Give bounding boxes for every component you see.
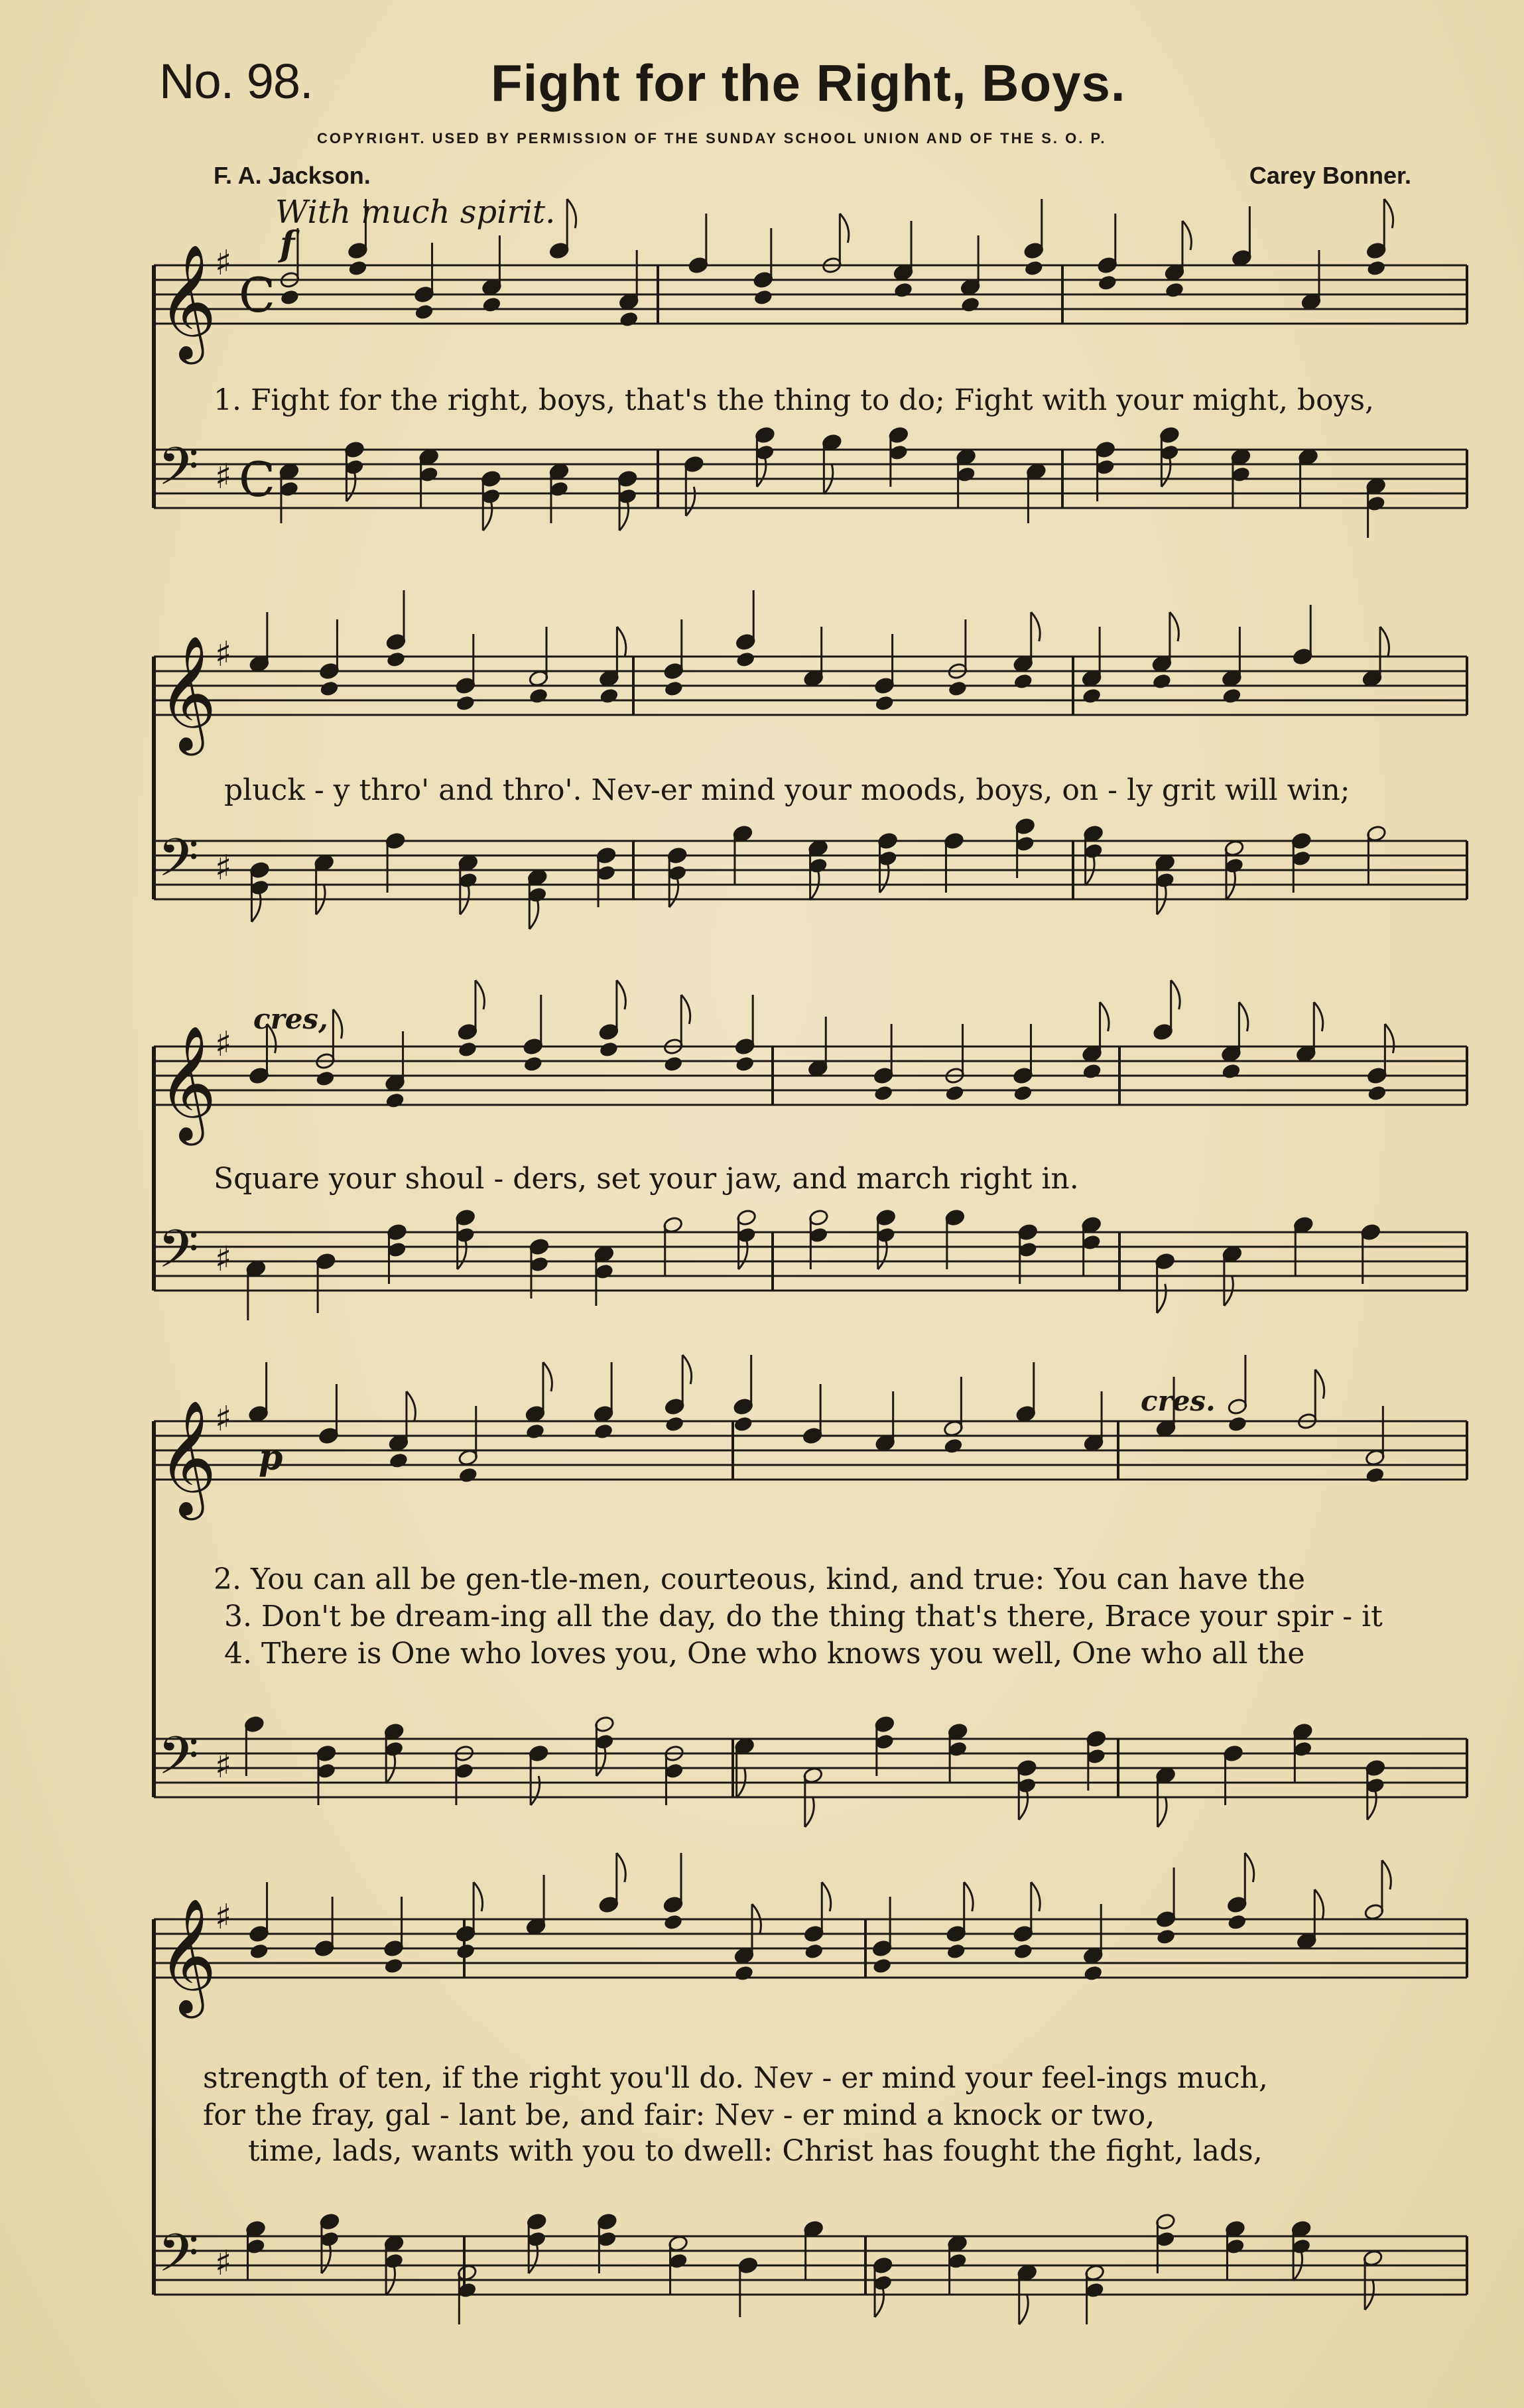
note-flag [407, 1391, 416, 1421]
bass-clef-icon: 𝄢 [158, 827, 199, 901]
note-flag [1182, 221, 1192, 250]
note-flag [1161, 458, 1171, 487]
note-flag [1385, 1024, 1394, 1053]
note-flag [1158, 1798, 1167, 1827]
note-flag [1157, 1284, 1167, 1313]
notehead [753, 288, 773, 306]
notehead [1023, 259, 1044, 277]
notehead [663, 1055, 684, 1073]
notehead [525, 1423, 545, 1440]
note-flag [322, 2244, 331, 2273]
notehead [1222, 687, 1242, 705]
note-flag [1315, 1369, 1324, 1399]
note-flag [686, 487, 695, 516]
note-flag [458, 1240, 467, 1269]
notehead [315, 1070, 336, 1088]
notehead [599, 687, 619, 705]
note-flag [1019, 2295, 1029, 2324]
notehead [523, 1055, 543, 1073]
note-flag [567, 199, 576, 228]
lyric-line-5c: time, lads, wants with you to dwell: Christ has fought the fight, lads, [248, 2134, 1263, 2168]
note-flag [682, 1355, 692, 1384]
note-flag [543, 1362, 552, 1391]
notehead [598, 1041, 619, 1058]
note-flag [596, 1747, 605, 1776]
notehead [455, 694, 476, 712]
notehead [1151, 672, 1172, 690]
lyric-line-verse4: 4. There is One who loves you, One who knows you well, One who all the [224, 1637, 1305, 1671]
bass-clef-icon: 𝄢 [158, 1725, 199, 1799]
lyric-line-verse3: 3. Don't be dream-ing all the day, do the thing that's there, Brace your spir - it [224, 1600, 1383, 1633]
notehead [1082, 1062, 1102, 1080]
note-flag [346, 472, 355, 501]
sharp-key-signature-icon: ♯ [215, 1746, 232, 1786]
notehead [943, 1437, 964, 1455]
note-flag [739, 1240, 748, 1269]
lyricist-credit: F. A. Jackson. [214, 162, 371, 189]
notehead [1082, 687, 1102, 705]
sharp-key-signature-icon: ♯ [215, 848, 232, 888]
hymn-number: No. 98. [159, 54, 313, 109]
note-flag [1380, 627, 1389, 656]
notehead [279, 288, 300, 306]
note-flag [681, 995, 690, 1024]
dynamic-forte: f [280, 224, 295, 265]
sharp-key-signature-icon: ♯ [215, 1025, 232, 1064]
notehead [619, 310, 639, 328]
sharp-key-signature-icon: ♯ [215, 243, 232, 283]
lyric-line-5a: strength of ten, if the right you'll do. Nev - er mind your feel-ings much, [203, 2061, 1268, 2095]
note-flag [964, 1882, 974, 1911]
note-flag [1384, 199, 1393, 228]
notehead [893, 281, 914, 299]
note-flag [529, 2244, 538, 2273]
composer-credit: Carey Bonner. [1249, 162, 1411, 189]
note-flag [1367, 1791, 1377, 1820]
lyric-line-2: pluck - y thro' and thro'. Nev-er mind your moods, boys, on - ly grit will win; [224, 773, 1350, 807]
note-flag [1100, 1002, 1110, 1031]
treble-clef-icon: 𝄞 [158, 635, 217, 751]
note-flag [476, 980, 485, 1009]
notehead [944, 1084, 965, 1102]
sharp-key-signature-icon: ♯ [215, 635, 232, 674]
note-flag [333, 1009, 342, 1039]
notehead [319, 680, 340, 698]
notehead [1013, 672, 1033, 690]
notehead [1165, 281, 1185, 299]
notehead [385, 1092, 405, 1109]
note-flag [251, 893, 261, 922]
note-flag [1171, 980, 1180, 1009]
sharp-key-signature-icon: ♯ [215, 1399, 232, 1439]
dynamic-crescendo-2: cres. [1141, 1385, 1216, 1417]
notehead [1013, 1942, 1033, 1960]
lyric-line-3: Square your shoul - ders, set your jaw, and march right in. [214, 1162, 1079, 1196]
sharp-key-signature-icon: ♯ [215, 457, 232, 497]
treble-clef-icon: 𝄞 [158, 1898, 217, 2013]
notehead [458, 1466, 478, 1484]
notehead [386, 651, 407, 668]
notehead [735, 651, 756, 668]
note-flag [1170, 612, 1179, 641]
note-flag [617, 627, 626, 656]
common-time-icon: C [239, 452, 276, 507]
notehead [414, 303, 434, 321]
note-flag [617, 980, 626, 1009]
notehead [1227, 1415, 1247, 1433]
notehead [947, 680, 968, 698]
notehead [457, 1041, 477, 1058]
note-flag [840, 214, 849, 243]
notehead [734, 1964, 755, 1982]
note-flag [878, 1240, 887, 1269]
notehead [594, 1423, 614, 1440]
notehead [663, 1913, 684, 1931]
note-flag [1382, 1860, 1391, 1889]
lyric-line-1: 1. Fight for the right, boys, that's the thing to do; Fight with your might, boys, [214, 383, 1375, 417]
notehead [348, 259, 368, 277]
treble-clef-icon: 𝄞 [158, 1025, 217, 1141]
bass-clef-icon: 𝄢 [158, 1218, 199, 1293]
notehead [1013, 1084, 1033, 1102]
note-flag [1019, 1791, 1028, 1820]
notehead [873, 1084, 894, 1102]
notehead [1227, 1913, 1247, 1931]
note-flag [880, 863, 889, 893]
notehead [733, 1415, 753, 1433]
sharp-key-signature-icon: ♯ [215, 2244, 232, 2283]
notehead [804, 1942, 824, 1960]
dynamic-crescendo-1: cres, [253, 1003, 328, 1035]
note-flag [474, 1882, 483, 1911]
note-flag [822, 1882, 831, 1911]
note-flag [1031, 612, 1041, 641]
notehead [383, 1957, 404, 1975]
notehead [735, 1055, 755, 1073]
note-flag [1239, 1002, 1248, 1031]
notehead [1097, 274, 1117, 292]
notehead [665, 1415, 685, 1433]
dynamic-piano: p [259, 1438, 283, 1478]
note-flag [619, 501, 629, 531]
bass-clef-icon: 𝄢 [158, 2222, 199, 2297]
lyric-line-verse2: 2. You can all be gen-tle-men, courteous, kind, and true: You can have the [214, 1562, 1306, 1596]
tempo-marking: With much spirit. [275, 194, 556, 231]
hymn-title: Fight for the Right, Boys. [491, 54, 1126, 112]
notehead [946, 1942, 966, 1960]
note-flag [757, 458, 766, 487]
note-flag [531, 1776, 540, 1805]
treble-clef-icon: 𝄞 [158, 1400, 217, 1515]
copyright-notice: COPYRIGHT. USED BY PERMISSION OF THE SUNDAY SCHOOL UNION AND OF THE S. O. P. [317, 130, 1107, 147]
note-flag [1245, 1853, 1254, 1882]
note-flag [1314, 1002, 1323, 1031]
note-flag [1314, 1889, 1324, 1919]
note-flag [669, 878, 678, 907]
notehead [529, 687, 549, 705]
note-flag [617, 1853, 626, 1882]
lyric-line-5b: for the fray, gal - lant be, and fair: Nev - er mind a knock or two, [203, 2098, 1155, 2132]
notehead [1156, 1928, 1176, 1946]
notehead [456, 1942, 476, 1960]
notehead [249, 1942, 269, 1960]
bass-clef-icon: 𝄢 [158, 436, 199, 510]
notehead [481, 296, 502, 314]
notehead [874, 694, 895, 712]
note-flag [529, 900, 539, 929]
note-flag [1031, 1882, 1041, 1911]
common-time-icon: C [239, 267, 276, 323]
note-flag [805, 1798, 814, 1827]
notehead [663, 680, 684, 698]
notehead [1367, 1084, 1387, 1102]
treble-clef-icon: 𝄞 [158, 244, 217, 359]
note-flag [875, 2288, 884, 2317]
notehead [872, 1957, 893, 1975]
notehead [1366, 259, 1387, 277]
notehead [1221, 1062, 1241, 1080]
notehead [960, 296, 981, 314]
note-flag [483, 501, 492, 531]
sharp-key-signature-icon: ♯ [215, 1239, 232, 1279]
sharp-key-signature-icon: ♯ [215, 1897, 232, 1937]
notehead [1083, 1964, 1104, 1982]
notehead [388, 1452, 409, 1470]
notehead [1365, 1466, 1385, 1484]
